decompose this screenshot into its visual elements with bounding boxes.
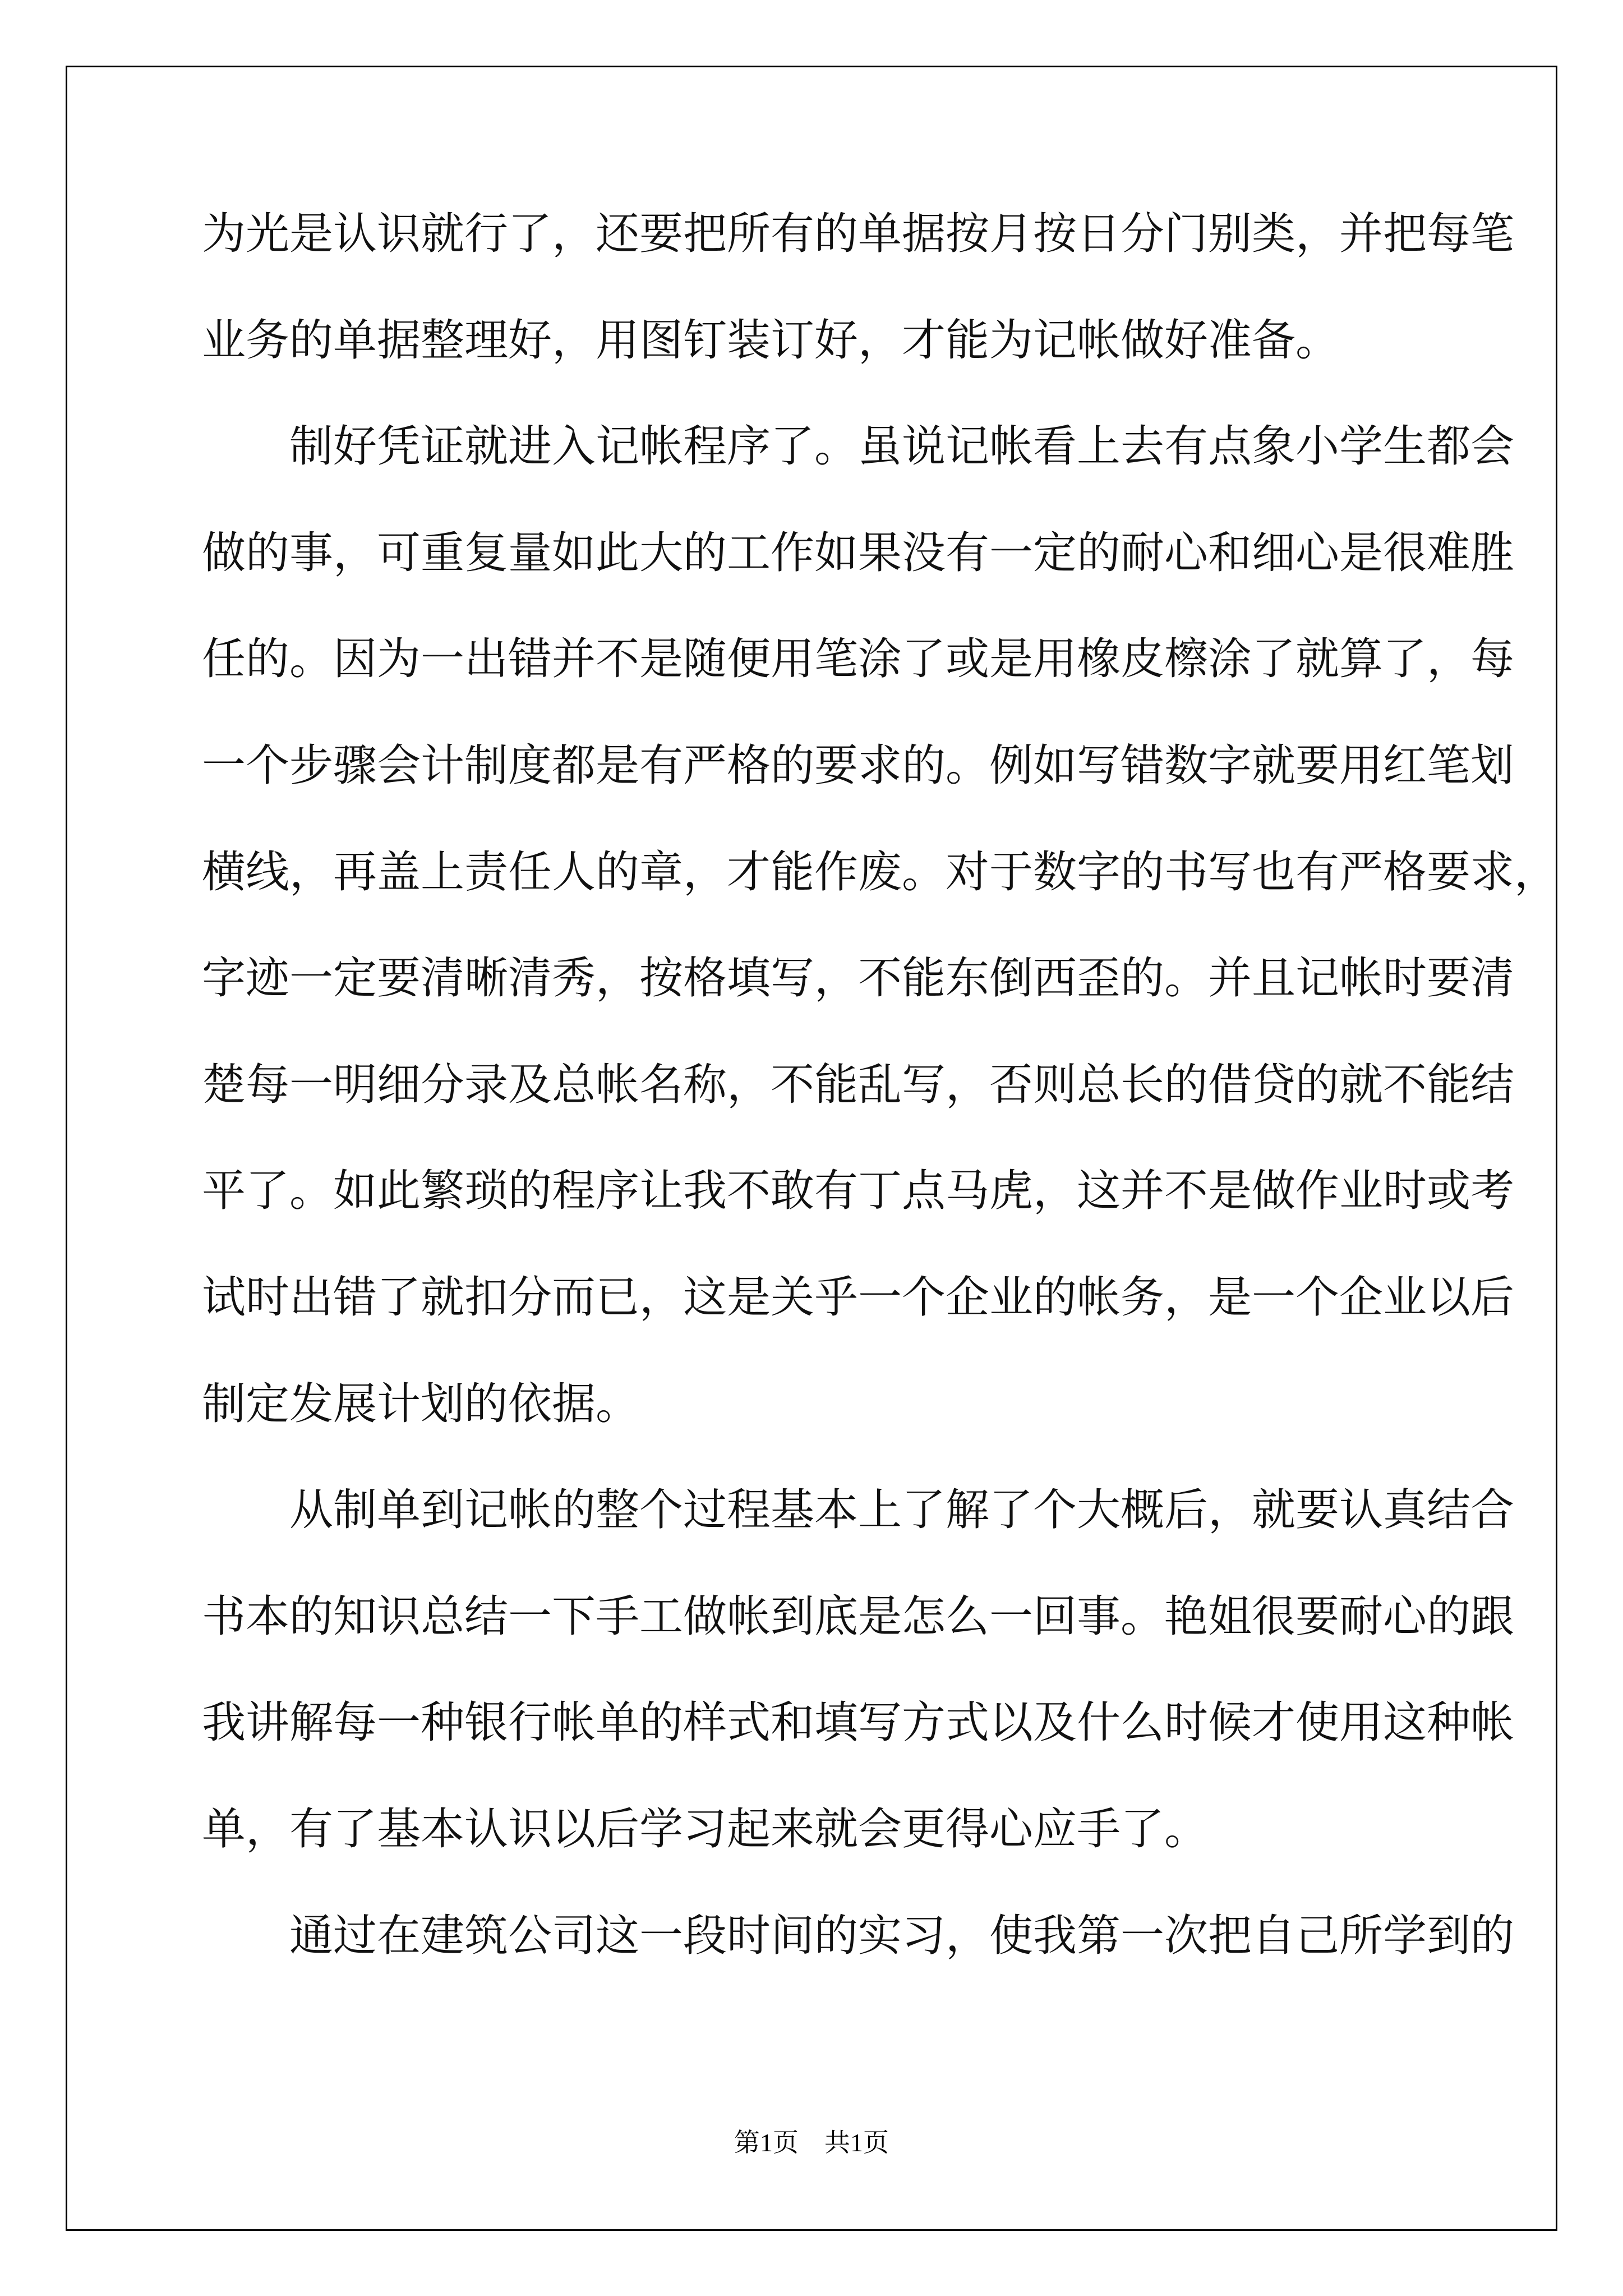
text-line: 制好凭证就进入记帐程序了。虽说记帐看上去有点象小学生都会 xyxy=(202,421,1515,472)
page-footer: 第1页 共1页 xyxy=(734,2128,889,2157)
text-line: 一个步骤会计制度都是有严格的要求的。例如写错数字就要用红笔划 xyxy=(202,740,1515,791)
text-line: 横线，再盖上责任人的章，才能作废。对于数字的书写也有严格要求， xyxy=(202,846,1559,898)
text-line: 楚每一明细分录及总帐名称，不能乱写，否则总长的借贷的就不能结 xyxy=(202,1059,1515,1110)
text-line: 通过在建筑公司这一段时间的实习，使我第一次把自己所学到的 xyxy=(202,1910,1515,1961)
text-line: 为光是认识就行了，还要把所有的单据按月按日分门别类，并把每笔 xyxy=(202,209,1515,259)
text-line: 任的。因为一出错并不是随便用笔涂了或是用橡皮檫涂了就算了，每 xyxy=(202,634,1515,685)
text-line: 平了。如此繁琐的程序让我不敢有丁点马虎，这并不是做作业时或考 xyxy=(202,1166,1515,1217)
document-body xyxy=(202,208,1559,1963)
text-line: 业务的单据整理好，用图钉装订好，才能为记帐做好准备。 xyxy=(202,315,1340,366)
text-line: 试时出错了就扣分而已，这是关乎一个企业的帐务，是一个企业以后 xyxy=(202,1272,1515,1323)
text-line: 做的事，可重复量如此大的工作如果没有一定的耐心和细心是很难胜 xyxy=(202,527,1515,578)
text-line: 书本的知识总结一下手工做帐到底是怎么一回事。艳姐很要耐心的跟 xyxy=(202,1591,1515,1642)
text-line: 字迹一定要清晰清秀，按格填写，不能东倒西歪的。并且记帐时要清 xyxy=(202,953,1515,1004)
text-line: 制定发展计划的依据。 xyxy=(202,1378,640,1429)
text-line: 单，有了基本认识以后学习起来就会更得心应手了。 xyxy=(202,1803,1209,1855)
text-line: 我讲解每一种银行帐单的样式和填写方式以及什么时候才使用这种帐 xyxy=(202,1697,1515,1749)
text-line: 从制单到记帐的整个过程基本上了解了个大概后，就要认真结合 xyxy=(202,1485,1515,1536)
